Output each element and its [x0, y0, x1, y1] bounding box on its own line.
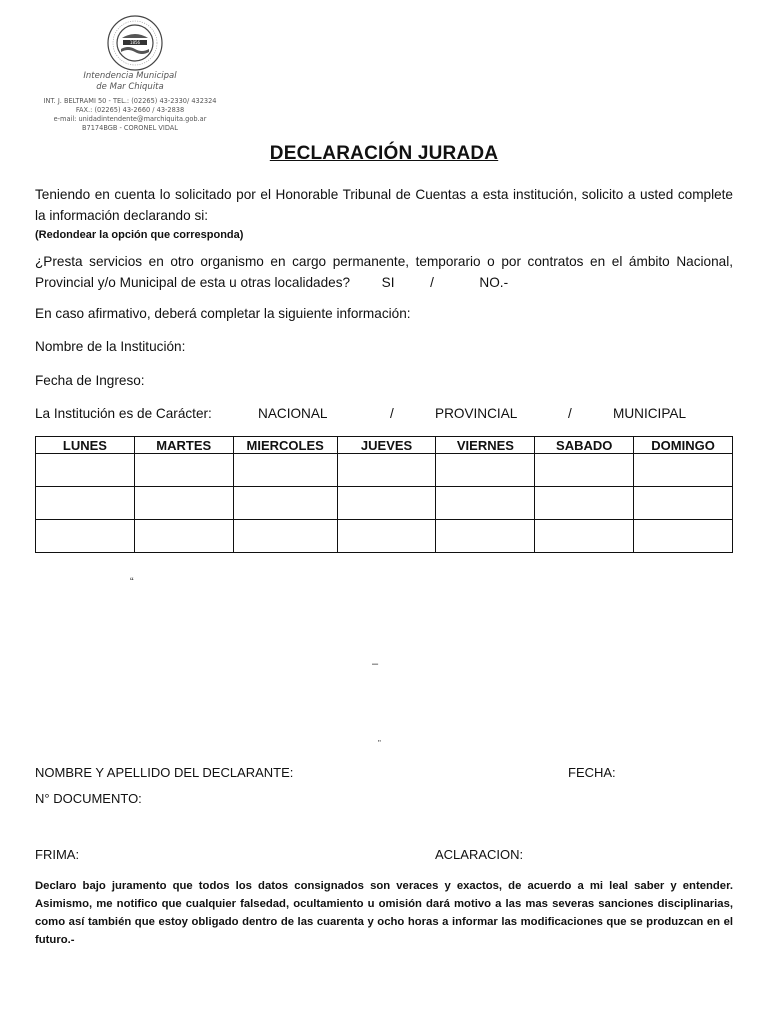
letterhead-email: e-mail: unidadintendente@marchiquita.gob.ar [53, 115, 207, 123]
schedule-cell[interactable] [233, 487, 337, 520]
schedule-cell[interactable] [634, 454, 733, 487]
signature-label: FRIMA: [35, 847, 80, 862]
instruction-note: (Redondear la opción que corresponda) [35, 229, 244, 241]
letterhead-address: INT. J. BELTRAMI 50 - TEL.: (02265) 43-2330/ 432324 [43, 97, 217, 105]
stray-quote-mark: “ [130, 576, 134, 588]
character-separator-1: / [390, 406, 394, 421]
schedule-cell[interactable] [233, 454, 337, 487]
day-header-lunes: LUNES [36, 437, 135, 454]
option-separator: / [430, 275, 434, 290]
declarant-name-label: NOMBRE Y APELLIDO DEL DECLARANTE: [35, 765, 294, 780]
day-header-viernes: VIERNES [436, 437, 535, 454]
letterhead-contact [0, 97, 260, 133]
schedule-cell[interactable] [337, 487, 436, 520]
entry-date-label: Fecha de Ingreso: [35, 373, 145, 388]
letterhead-fax: FAX.: (02265) 43-2660 / 43-2838 [75, 106, 185, 114]
character-label: La Institución es de Carácter: [35, 406, 212, 421]
schedule-cell[interactable] [436, 520, 535, 553]
stray-dot-mark: " [378, 739, 381, 748]
question-paragraph [35, 251, 733, 293]
schedule-cell[interactable] [134, 454, 233, 487]
schedule-cell[interactable] [634, 487, 733, 520]
letterhead-name [0, 71, 260, 93]
signature-date-label: FECHA: [568, 765, 616, 780]
day-header-sabado: SABADO [535, 437, 634, 454]
day-header-jueves: JUEVES [337, 437, 436, 454]
schedule-row [36, 454, 733, 487]
institution-name-label: Nombre de la Institución: [35, 339, 186, 354]
schedule-cell[interactable] [436, 487, 535, 520]
schedule-header-row [36, 437, 733, 454]
sworn-declaration-text: Declaro bajo juramento que todos los datos consignados son veraces y exactos, de acuerdo a mi leal saber y entender. Asimismo, me notifico que cualquier falsedad, ocultamiento u omisión dará motivo a las mas severas sanciones disciplinarias, como así también que estoy obligado dentro de las cuarenta y ocho horas a informar las modificaciones que se produzcan en el futuro.- [35, 880, 733, 946]
schedule-cell[interactable] [36, 487, 135, 520]
schedule-cell[interactable] [535, 487, 634, 520]
document-title: DECLARACIÓN JURADA [269, 143, 499, 164]
schedule-cell[interactable] [36, 454, 135, 487]
letterhead-name-line1: Intendencia Municipal [83, 71, 177, 81]
question-text: ¿Presta servicios en otro organismo en cargo permanente, temporario o por contratos en el ámbito Nacional, Provincial y/o Municipal de esta u otras localidades? [35, 254, 733, 290]
schedule-row [36, 520, 733, 553]
stray-dash-mark: – [372, 658, 379, 670]
seal-year: 1856 [129, 40, 141, 46]
character-separator-2: / [568, 406, 572, 421]
schedule-cell[interactable] [535, 454, 634, 487]
option-si[interactable]: SI [381, 275, 395, 290]
letterhead-postal: B7174BGB - CORONEL VIDAL [82, 124, 178, 132]
schedule-cell[interactable] [337, 454, 436, 487]
schedule-cell[interactable] [134, 487, 233, 520]
day-header-miercoles: MIERCOLES [233, 437, 337, 454]
schedule-cell[interactable] [535, 520, 634, 553]
schedule-cell[interactable] [634, 520, 733, 553]
schedule-cell[interactable] [337, 520, 436, 553]
letterhead-name-line2: de Mar Chiquita [96, 82, 164, 92]
schedule-cell[interactable] [436, 454, 535, 487]
option-no[interactable]: NO.- [479, 275, 509, 290]
document-number-label: N° DOCUMENTO: [35, 791, 142, 806]
schedule-cell[interactable] [134, 520, 233, 553]
schedule-cell[interactable] [233, 520, 337, 553]
clarification-label: ACLARACION: [435, 847, 524, 862]
intro-paragraph: Teniendo en cuenta lo solicitado por el Honorable Tribunal de Cuentas a esta institución, solicito a usted complete la información declarando si: [35, 187, 733, 223]
schedule-cell[interactable] [36, 520, 135, 553]
affirmative-text: En caso afirmativo, deberá completar la siguiente información: [35, 306, 411, 321]
option-nacional[interactable]: NACIONAL [258, 406, 328, 421]
option-provincial[interactable]: PROVINCIAL [435, 406, 518, 421]
day-header-domingo: DOMINGO [634, 437, 733, 454]
municipal-seal-logo [106, 14, 164, 72]
weekly-schedule-table [35, 436, 733, 553]
schedule-row [36, 487, 733, 520]
option-municipal[interactable]: MUNICIPAL [613, 406, 687, 421]
day-header-martes: MARTES [134, 437, 233, 454]
